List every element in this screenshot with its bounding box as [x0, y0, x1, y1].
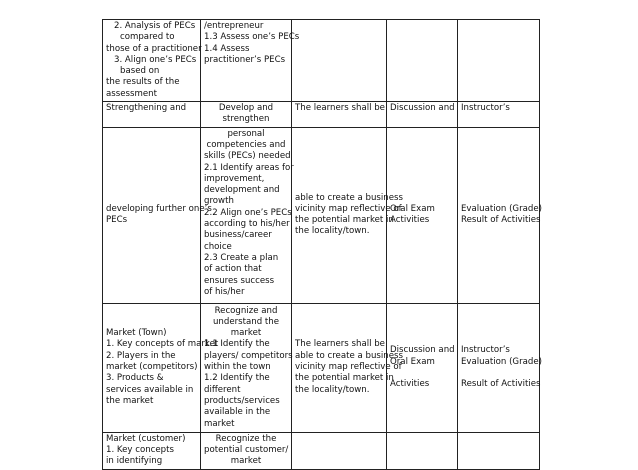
- cell-line: those of a practitioner: [106, 43, 202, 54]
- cell-line: 1.2 Identify the: [204, 373, 270, 384]
- table-row: [103, 303, 540, 432]
- cell-line: growth: [204, 196, 234, 207]
- cell-line: players/ competitors: [204, 350, 293, 361]
- cell-line: the results of the: [106, 77, 180, 88]
- cell-line: able to create a business: [295, 350, 403, 361]
- cell-line: the potential market in: [295, 373, 394, 384]
- cell-line: Result of Activities: [461, 215, 541, 226]
- cell-line: developing further one’s: [106, 203, 212, 214]
- cell-line: 2.2 Align one’s PECs: [204, 207, 292, 218]
- cell-line: based on: [120, 66, 160, 77]
- cell-line: products/services: [204, 395, 280, 406]
- cell-line: of his/her: [204, 286, 245, 297]
- cell-line: Oral Exam: [390, 356, 435, 367]
- performance-standard-cell: [292, 20, 387, 102]
- cell-line: ensures success: [204, 275, 275, 286]
- cell-line: assessment: [106, 88, 157, 99]
- table-row: [103, 127, 540, 303]
- line-gap: [461, 368, 536, 379]
- cell-line: PECs: [106, 215, 128, 226]
- cell-line: improvement,: [204, 173, 265, 184]
- cell-line: development and: [204, 185, 280, 196]
- performance-standard-cell: [292, 127, 403, 303]
- content-cell: [103, 102, 201, 128]
- cell-line: potential customer/: [204, 444, 289, 455]
- cell-line: 3. Align one’s PECs: [114, 54, 197, 65]
- assessment-cell: [458, 127, 540, 303]
- cell-line: skills (PECs) needed: [204, 151, 291, 162]
- cell-line: services available in: [106, 384, 194, 395]
- method-cell: [387, 102, 458, 128]
- cell-line: Market (Town): [106, 328, 167, 339]
- learning-competency-cell: [201, 303, 292, 432]
- cell-line: Recognize and: [214, 305, 278, 316]
- cell-line: vicinity map reflective of: [295, 362, 402, 373]
- cell-line: Instructor’s: [461, 345, 510, 356]
- cell-line: Market (customer): [106, 433, 186, 444]
- cell-line: The learners shall be: [295, 103, 385, 114]
- cell-line: business/career: [204, 230, 272, 241]
- cell-line: market: [230, 328, 262, 339]
- cell-line: 2.1 Identify areas for: [204, 162, 294, 173]
- table-row: [103, 102, 540, 128]
- cell-line: Result of Activities: [461, 378, 541, 389]
- cell-line: Activities: [390, 215, 430, 226]
- cell-line: choice: [204, 241, 232, 252]
- content-cell: [103, 432, 201, 469]
- cell-line: Discussion and: [390, 103, 455, 114]
- method-cell: [387, 303, 458, 432]
- cell-line: 1. Key concepts of market: [106, 339, 219, 350]
- cell-line: within the town: [204, 362, 271, 373]
- cell-line: of action that: [204, 264, 262, 275]
- table-row: [103, 20, 540, 102]
- assessment-cell: [458, 432, 540, 469]
- cell-line: market: [230, 456, 262, 467]
- cell-line: 1. Key concepts: [106, 444, 174, 455]
- method-cell: [387, 432, 458, 469]
- cell-line: 2. Players in the: [106, 350, 176, 361]
- cell-line: Strengthening and: [106, 103, 187, 114]
- assessment-cell: [458, 303, 540, 432]
- cell-line: according to his/her: [204, 219, 290, 230]
- cell-line: /entrepreneur: [204, 21, 264, 31]
- cell-line: vicinity map reflective of: [295, 203, 402, 214]
- cell-line: available in the: [204, 407, 271, 418]
- cell-line: Evaluation (Grade): [461, 203, 542, 214]
- performance-standard-cell: [292, 303, 403, 432]
- assessment-cell: [458, 20, 540, 102]
- learning-competency-cell: [201, 20, 300, 102]
- table-row: [103, 432, 540, 469]
- cell-line: 2.3 Create a plan: [204, 252, 279, 263]
- cell-line: strengthen: [222, 114, 270, 125]
- cell-line: the locality/town.: [295, 226, 370, 237]
- performance-standard-cell: [292, 102, 387, 128]
- cell-line: in identifying: [106, 456, 163, 467]
- cell-line: Evaluation (Grade): [461, 356, 542, 367]
- cell-line: the market: [106, 395, 154, 406]
- cell-line: understand the: [212, 316, 280, 327]
- cell-line: Develop and: [218, 103, 274, 114]
- cell-line: 1.3 Assess one’s PECs: [204, 32, 300, 43]
- content-cell: [103, 20, 201, 102]
- cell-line: 3. Products &: [106, 373, 164, 384]
- cell-line: different: [204, 384, 241, 395]
- curriculum-table: [102, 19, 540, 470]
- cell-line: Recognize the: [215, 433, 277, 444]
- cell-line: personal: [227, 128, 265, 139]
- cell-line: compared to: [120, 32, 175, 43]
- content-cell: [103, 127, 212, 303]
- cell-line: market (competitors): [106, 362, 198, 373]
- cell-line: practitioner’s PECs: [204, 54, 286, 65]
- method-cell: [387, 127, 458, 303]
- learning-competency-cell: [201, 432, 292, 469]
- content-cell: [103, 303, 219, 432]
- cell-line: the potential market in: [295, 215, 394, 226]
- cell-line: Oral Exam: [390, 203, 435, 214]
- cell-line: 1.4 Assess: [204, 43, 250, 54]
- cell-line: The learners shall be: [295, 339, 385, 350]
- cell-line: Activities: [390, 378, 430, 389]
- cell-line: competencies and: [206, 139, 286, 150]
- learning-competency-cell: [201, 102, 292, 128]
- cell-line: the locality/town.: [295, 384, 370, 395]
- performance-standard-cell: [292, 432, 387, 469]
- assessment-cell: [458, 102, 540, 128]
- method-cell: [387, 20, 458, 102]
- cell-line: Discussion and: [390, 345, 455, 356]
- learning-competency-cell: [201, 127, 292, 303]
- cell-line: Instructor’s: [461, 103, 510, 114]
- cell-line: 1.1 Identify the: [204, 339, 270, 350]
- cell-line: able to create a business: [295, 192, 403, 203]
- cell-line: 2. Analysis of PECs: [114, 21, 196, 31]
- cell-line: market: [204, 418, 235, 429]
